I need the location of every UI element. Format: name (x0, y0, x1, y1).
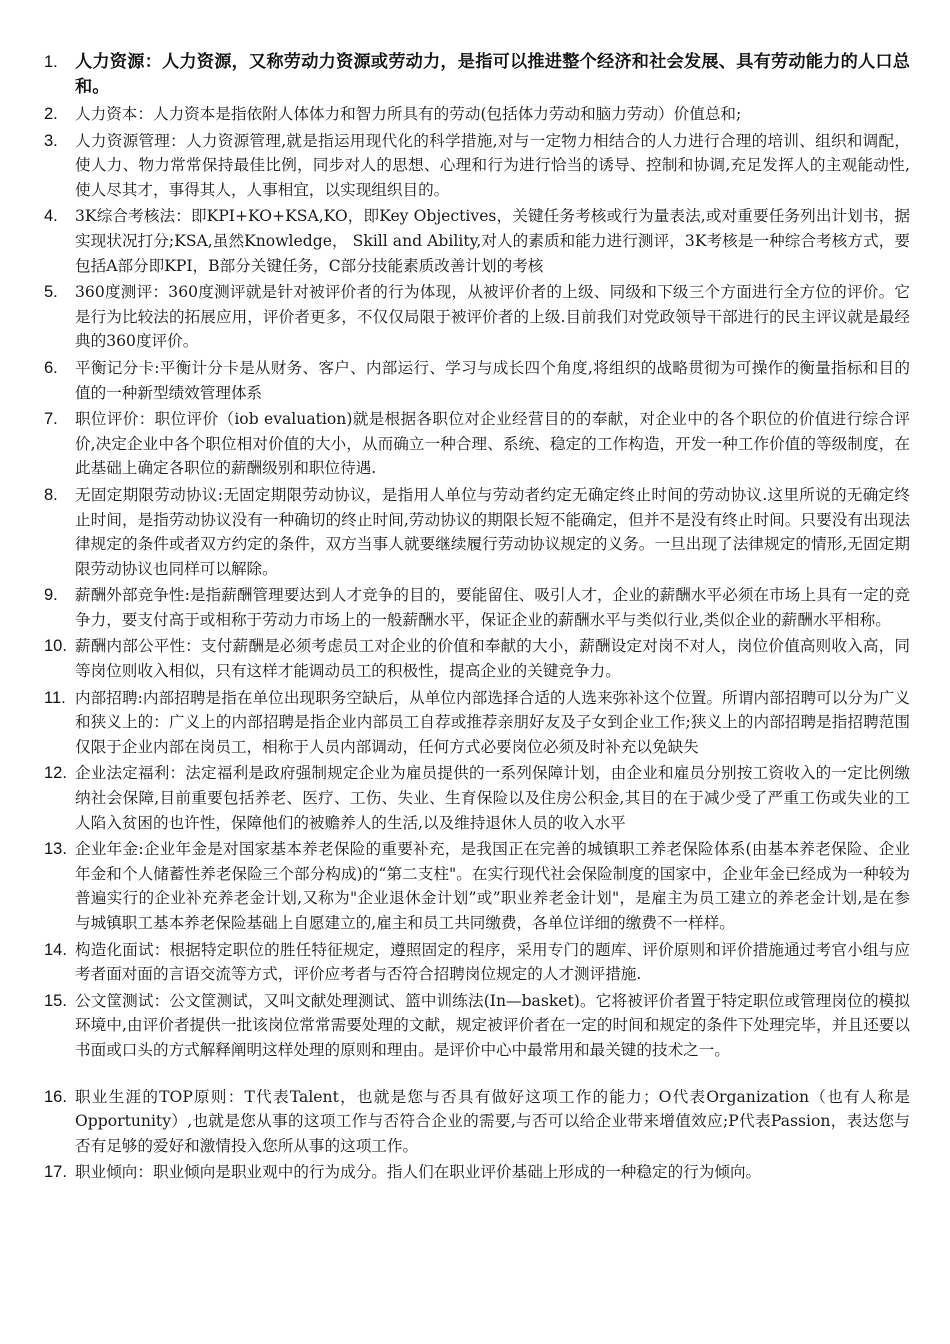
item-number: 1. (44, 53, 58, 71)
list-item (44, 761, 910, 835)
list-item (44, 280, 910, 354)
item-text: 人力资本：人力资本是指依附人体体力和智力所具有的劳动(包括体力劳动和脑力劳动）价值总和; (75, 105, 742, 123)
list-item (44, 483, 910, 581)
item-text: 构造化面试：根据特定职位的胜任特征规定，遵照固定的程序，采用专门的题库、评价原则和评价措施通过考官小组与应考者面对面的言语交流等方式，评价应考者与否符合招聘岗位规定的人才测评措施. (75, 940, 910, 984)
list-item (44, 989, 910, 1063)
item-number: 4. (44, 207, 58, 226)
item-number: 8. (44, 485, 58, 504)
item-number: 13. (44, 840, 67, 859)
item-text: 薪酬外部竞争性:是指薪酬管理要达到人才竞争的目的，要能留住、吸引人才，企业的薪酬水平必须在市场上具有一定的竞争力，要支付高于或相称于劳动力市场上的一般薪酬水平，保证企业的薪酬水平与类似行业,类似企业的薪酬水平相称。 (75, 586, 910, 629)
list-item (44, 407, 910, 481)
definition-list (44, 50, 910, 1187)
item-number: 6. (44, 358, 58, 377)
item-text: 薪酬内部公平性：支付薪酬是必须考虑员工对企业的价值和奉献的大小，薪酬设定对岗不对人，岗位价值高则收入高，同等岗位则收入相似，只有这样才能调动员工的积极性，提高企业的关键竞争力。 (75, 637, 910, 681)
list-item (44, 1160, 910, 1185)
item-text: 公文筐测试：公文筐测试，又叫文献处理测试、篮中训练法(In—basket)。它将被评价者置于特定职位或管理岗位的模拟环境中,由评价者提供一批该岗位常常需要处理的文献，规定被评价者在一定的时间和规定的条件下处理完毕，并且还要以书面或口头的方式解释阐明这样处理的原则和理由。是评价中心中最常用和最关键的技术之一。 (75, 991, 910, 1059)
item-text: 职业倾向：职业倾向是职业观中的行为成分。指人们在职业评价基础上形成的一种稳定的行为倾向。 (75, 1163, 762, 1182)
list-item (44, 50, 910, 100)
item-number: 15. (44, 991, 67, 1010)
item-number: 11. (44, 688, 66, 707)
item-text: 内部招聘:内部招聘是指在单位出现职务空缺后，从单位内部选择合适的人选来弥补这个位置。所谓内部招聘可以分为广义和狭义上的：广义上的内部招聘是指企业内部员工自荐或推荐亲朋好友及子女到企业工作;狭义上的内部招聘是指招聘范围仅限于企业内部在岗员工，相称于人员内部调动，任何方式必要岗位必须及时补充以免缺失 (75, 688, 910, 756)
list-item (44, 204, 910, 278)
item-text: 职业生涯的TOP原则：T代表Talent，也就是您与否具有做好这项工作的能力；O代表Organization（也有人称是Opportunity）,也就是您从事的这项工作与否符合企业的需要,与否可以给企业带来增值效应;P代表Passion，表达您与否有足够的爱好和激情投入您所从事的这项工作。 (75, 1087, 910, 1155)
list-item (44, 356, 910, 405)
item-number: 16. (44, 1087, 67, 1106)
item-number: 7. (44, 410, 58, 429)
list-item (44, 1085, 910, 1159)
item-number: 9. (44, 586, 58, 605)
item-text: 人力资源：人力资源，又称劳动力资源或劳动力，是指可以推进整个经济和社会发展、具有劳动能力的人口总和。 (75, 52, 910, 97)
item-text: 企业法定福利：法定福利是政府强制规定企业为雇员提供的一系列保障计划，由企业和雇员分别按工资收入的一定比例缴纳社会保障,目前重要包括养老、医疗、工伤、失业、生育保险以及住房公积金,其目的在于减少受了严重工伤或失业的工人陷入贫困的也许性，保障他们的被赡养人的生活,以及维持退休人员的收入水平 (75, 764, 910, 832)
item-text: 职位评价：职位评价（iob evaluation)就是根据各职位对企业经营目的的奉献，对企业中的各个职位的价值进行综合评价,决定企业中各个职位相对价值的大小，从而确立一种合理、系统、稳定的工作构造，开发一种工作价值的等级制度，在此基础上确定各职位的薪酬级别和职位待遇. (75, 410, 910, 478)
item-text: 360度测评：360度测评就是针对被评价者的行为体现，从被评价者的上级、同级和下级三个方面进行全方位的评价。它是行为比较法的拓展应用，评价者更多，不仅仅局限于被评价者的上级.目前我们对党政领导干部进行的民主评议就是最经典的360度评价。 (75, 283, 910, 351)
item-text: 企业年金:企业年金是对国家基本养老保险的重要补充，是我国正在完善的城镇职工养老保险体系(由基本养老保险、企业年金和个人储蓄性养老保险三个部分构成)的“第二支柱"。在实行现代社会保险制度的国家中，企业年金已经成为一种较为普遍实行的企业补充养老金计划,又称为"企业退休金计划”或”职业养老金计划"，是雇主为员工建立的养老金计划,是在参与城镇职工基本养老保险基础上自愿建立的,雇主和员工共同缴费，各单位详细的缴费不一样样。 (75, 840, 910, 932)
item-text: 平衡记分卡:平衡计分卡是从财务、客户、内部运行、学习与成长四个角度,将组织的战略贯彻为可操作的衡量指标和目的值的一种新型绩效管理体系 (75, 358, 910, 402)
item-text: 人力资源管理：人力资源管理,就是指运用现代化的科学措施,对与一定物力相结合的人力进行合理的培训、组织和调配，使人力、物力常常保持最佳比例，同步对人的思想、心理和行为进行恰当的诱导、控制和协调,充足发挥人的主观能动性,使人尽其才，事得其人，人事相宜，以实现组织目的。 (75, 131, 910, 199)
item-text: 无固定期限劳动协议:无固定期限劳动协议，是指用人单位与劳动者约定无确定终止时间的劳动协议.这里所说的无确定终止时间，是指劳动协议没有一种确切的终止时间,劳动协议的期限长短不能确定，但并不是没有终止时间。只要没有出现法律规定的条件或者双方约定的条件，双方当事人就要继续履行劳动协议规定的义务。一旦出现了法律规定的情形,无固定期限劳动协议也同样可以解除。 (75, 485, 910, 578)
item-number: 14. (44, 940, 67, 959)
list-item (44, 102, 910, 127)
item-number: 12. (44, 764, 67, 783)
list-item (44, 583, 910, 632)
item-text: 3K综合考核法：即KPI+KO+KSA,KO，即Key Objectives，关键任务考核或行为量表法,或对重要任务列出计划书，据实现状况打分;KSA,虽然Knowledge， Skill and Ability,对人的素质和能力进行测评，3K考核是一种综合考核方式，要包括A部分即KPI，B部分关键任务，C部分技能素质改善计划的考核 (75, 207, 910, 275)
item-number: 3. (44, 131, 58, 150)
item-number: 5. (44, 283, 58, 302)
item-number: 10. (44, 637, 67, 656)
list-item (44, 837, 910, 935)
list-item (44, 634, 910, 683)
list-item (44, 686, 910, 760)
list-item (44, 938, 910, 987)
item-number: 2. (44, 105, 58, 123)
list-item (44, 129, 910, 203)
item-number: 17. (44, 1163, 67, 1182)
